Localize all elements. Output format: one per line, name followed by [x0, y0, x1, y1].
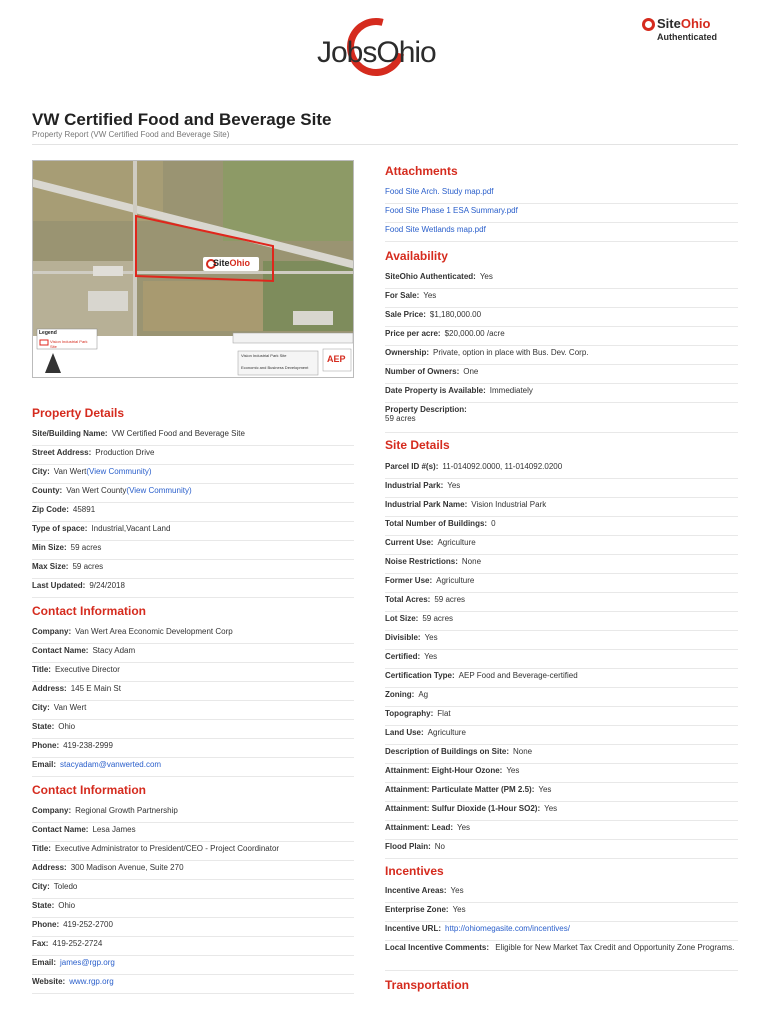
site-detail-value: None: [461, 557, 482, 566]
site-detail-value: AEP Food and Beverage-certified: [458, 671, 578, 680]
logo-text: JobsOhio: [317, 36, 436, 69]
contact-row: Contact Name: Stacy Adam: [32, 644, 354, 663]
site-detail-value: Flat: [437, 709, 451, 718]
availability-row: Date Property is Available: Immediately: [385, 384, 738, 403]
site-detail-row: [385, 669, 738, 688]
page-title: VW Certified Food and Beverage Site: [32, 110, 332, 129]
site-detail-row: [385, 745, 738, 764]
contact-info-heading: Contact Information: [32, 783, 146, 797]
siteohio-authenticated-badge: [640, 16, 720, 46]
site-detail-row: [385, 498, 738, 517]
contact-row: City: Toledo: [32, 880, 354, 899]
jobsohio-logo: [313, 16, 443, 78]
page-subtitle: Property Report (VW Certified Food and Beverage Site): [32, 130, 230, 139]
site-detail-row: [385, 802, 738, 821]
site-detail-value: Agriculture: [437, 538, 476, 547]
availability-row: Price per acre: $20,000.00 /acre: [385, 327, 738, 346]
property-row: Zip Code: 45891: [32, 503, 354, 522]
contact-row: Email: stacyadam@vanwerted.com: [32, 758, 354, 777]
contact-row: Address: 300 Madison Avenue, Suite 270: [32, 861, 354, 880]
contact-row: State: Ohio: [32, 720, 354, 739]
site-detail-row: [385, 574, 738, 593]
site-detail-label: Lot Size:: [385, 614, 419, 623]
property-details-heading: Property Details: [32, 406, 125, 420]
site-detail-label: Total Number of Buildings:: [385, 519, 488, 528]
site-detail-value: None: [513, 747, 533, 756]
site-detail-row: [385, 536, 738, 555]
property-row: Site/Building Name: VW Certified Food and Beverage Site: [32, 427, 354, 446]
site-detail-label: Certification Type:: [385, 671, 455, 680]
incentive-row: Enterprise Zone: Yes: [385, 903, 738, 922]
site-detail-row: [385, 821, 738, 840]
site-detail-value: Agriculture: [436, 576, 475, 585]
site-detail-label: Zoning:: [385, 690, 415, 699]
availability-row: Sale Price: $1,180,000.00: [385, 308, 738, 327]
contact-row: Fax: 419-252-2724: [32, 937, 354, 956]
site-detail-label: Topography:: [385, 709, 434, 718]
site-detail-label: Industrial Park:: [385, 481, 444, 490]
availability-heading: Availability: [385, 249, 448, 263]
availability-row: Property Description: 59 acres: [385, 403, 738, 433]
site-detail-label: Attainment: Sulfur Dioxide (1-Hour SO2):: [385, 804, 541, 813]
view-community-link[interactable]: (View Community): [86, 467, 152, 476]
map-legend-title: Legend: [39, 330, 57, 336]
property-row: Type of space: Industrial,Vacant Land: [32, 522, 354, 541]
site-detail-value: Yes: [506, 766, 520, 775]
site-detail-value: 0: [491, 519, 496, 528]
attachments-heading: Attachments: [385, 164, 458, 178]
site-detail-row: [385, 840, 738, 859]
site-detail-label: Flood Plain:: [385, 842, 431, 851]
attachment-link[interactable]: Food Site Phase 1 ESA Summary.pdf: [385, 204, 738, 223]
property-row: Last Updated: 9/24/2018: [32, 579, 354, 598]
availability-row: SiteOhio Authenticated: Yes: [385, 270, 738, 289]
site-detail-label: Current Use:: [385, 538, 434, 547]
availability-row: For Sale: Yes: [385, 289, 738, 308]
contact-row: Phone: 419-252-2700: [32, 918, 354, 937]
site-detail-row: [385, 517, 738, 536]
badge-subtitle: Authenticated: [657, 32, 718, 42]
site-detail-label: Attainment: Particulate Matter (PM 2.5):: [385, 785, 535, 794]
site-detail-row: [385, 631, 738, 650]
badge-title: SiteOhio: [657, 16, 711, 31]
site-detail-value: Yes: [424, 652, 438, 661]
site-detail-value: 59 acres: [434, 595, 466, 604]
site-detail-label: Attainment: Lead:: [385, 823, 453, 832]
email-link[interactable]: stacyadam@vanwerted.com: [60, 760, 162, 769]
incentive-row: Incentive Areas: Yes: [385, 884, 738, 903]
divider: [32, 144, 738, 145]
incentives-heading: Incentives: [385, 864, 444, 878]
site-detail-row: [385, 612, 738, 631]
site-detail-row: [385, 688, 738, 707]
property-row: City: Van Wert (View Community): [32, 465, 354, 484]
map-legend-item: Vision Industrial Park Site: [50, 339, 88, 349]
site-detail-label: Description of Buildings on Site:: [385, 747, 509, 756]
contact-row: Email: james@rgp.org: [32, 956, 354, 975]
contact-row: Title: Executive Director: [32, 663, 354, 682]
property-row: Street Address: Production Drive: [32, 446, 354, 465]
contact-row: Title: Executive Administrator to President/CEO - Project Coordinator: [32, 842, 354, 861]
property-row: County: Van Wert County (View Community): [32, 484, 354, 503]
site-detail-row: [385, 726, 738, 745]
site-detail-label: Total Acres:: [385, 595, 431, 604]
property-row: Max Size: 59 acres: [32, 560, 354, 579]
email-link[interactable]: james@rgp.org: [60, 958, 115, 967]
site-aerial-map: [32, 160, 354, 378]
site-detail-value: Ag: [418, 690, 429, 699]
contact-row: Contact Name: Lesa James: [32, 823, 354, 842]
contact-row: Company: Van Wert Area Economic Development Corp: [32, 625, 354, 644]
site-detail-label: Certified:: [385, 652, 421, 661]
site-detail-row: [385, 555, 738, 574]
view-community-link[interactable]: (View Community): [126, 486, 192, 495]
site-detail-label: Industrial Park Name:: [385, 500, 468, 509]
site-detail-value: Yes: [544, 804, 558, 813]
site-detail-label: Divisible:: [385, 633, 421, 642]
website-link[interactable]: www.rgp.org: [69, 977, 114, 986]
location-pin-icon: [642, 18, 655, 31]
site-detail-value: Yes: [424, 633, 438, 642]
contact-row: City: Van Wert: [32, 701, 354, 720]
site-detail-label: Parcel ID #(s):: [385, 462, 439, 471]
site-detail-value: Yes: [457, 823, 471, 832]
attachment-link[interactable]: Food Site Wetlands map.pdf: [385, 223, 738, 242]
site-detail-row: [385, 707, 738, 726]
contact-row: Address: 145 E Main St: [32, 682, 354, 701]
contact-row: Company: Regional Growth Partnership: [32, 804, 354, 823]
site-detail-value: No: [434, 842, 446, 851]
site-detail-value: 11-014092.0000, 11-014092.0200: [442, 462, 563, 471]
site-detail-row: [385, 479, 738, 498]
map-info-title: Vision Industrial Park Site: [241, 353, 287, 358]
site-detail-value: Yes: [447, 481, 461, 490]
property-row: Min Size: 59 acres: [32, 541, 354, 560]
site-detail-row: [385, 593, 738, 612]
site-details-heading: Site Details: [385, 438, 450, 452]
site-detail-row: [385, 460, 738, 479]
site-detail-row: [385, 650, 738, 669]
contact-info-heading: Contact Information: [32, 604, 146, 618]
contact-row: Phone: 419-238-2999: [32, 739, 354, 758]
availability-row: Ownership: Private, option in place with Bus. Dev. Corp.: [385, 346, 738, 365]
site-detail-value: Agriculture: [427, 728, 466, 737]
site-detail-value: 59 acres: [422, 614, 454, 623]
site-detail-label: Attainment: Eight-Hour Ozone:: [385, 766, 503, 775]
page-header: [0, 0, 770, 100]
map-info-line: Economic and Business Development: [241, 365, 309, 370]
aep-logo: AEP: [327, 354, 346, 364]
contact-row: State: Ohio: [32, 899, 354, 918]
transportation-heading: Transportation: [385, 978, 470, 992]
site-detail-row: [385, 783, 738, 802]
site-detail-value: Vision Industrial Park: [471, 500, 547, 509]
site-detail-label: Noise Restrictions:: [385, 557, 458, 566]
attachment-link[interactable]: Food Site Arch. Study map.pdf: [385, 185, 738, 204]
site-detail-row: [385, 764, 738, 783]
incentive-url-link[interactable]: http://ohiomegasite.com/incentives/: [445, 924, 570, 933]
site-detail-label: Former Use:: [385, 576, 433, 585]
availability-row: Number of Owners: One: [385, 365, 738, 384]
site-detail-value: Yes: [538, 785, 552, 794]
incentive-row: Local Incentive Comments: Eligible for New Market Tax Credit and Opportunity Zone Programs.: [385, 941, 738, 971]
contact-row: Website: www.rgp.org: [32, 975, 354, 994]
incentive-row: Incentive URL: http://ohiomegasite.com/incentives/: [385, 922, 738, 941]
map-siteohio-label: SiteOhio: [213, 258, 251, 268]
site-detail-label: Land Use:: [385, 728, 424, 737]
